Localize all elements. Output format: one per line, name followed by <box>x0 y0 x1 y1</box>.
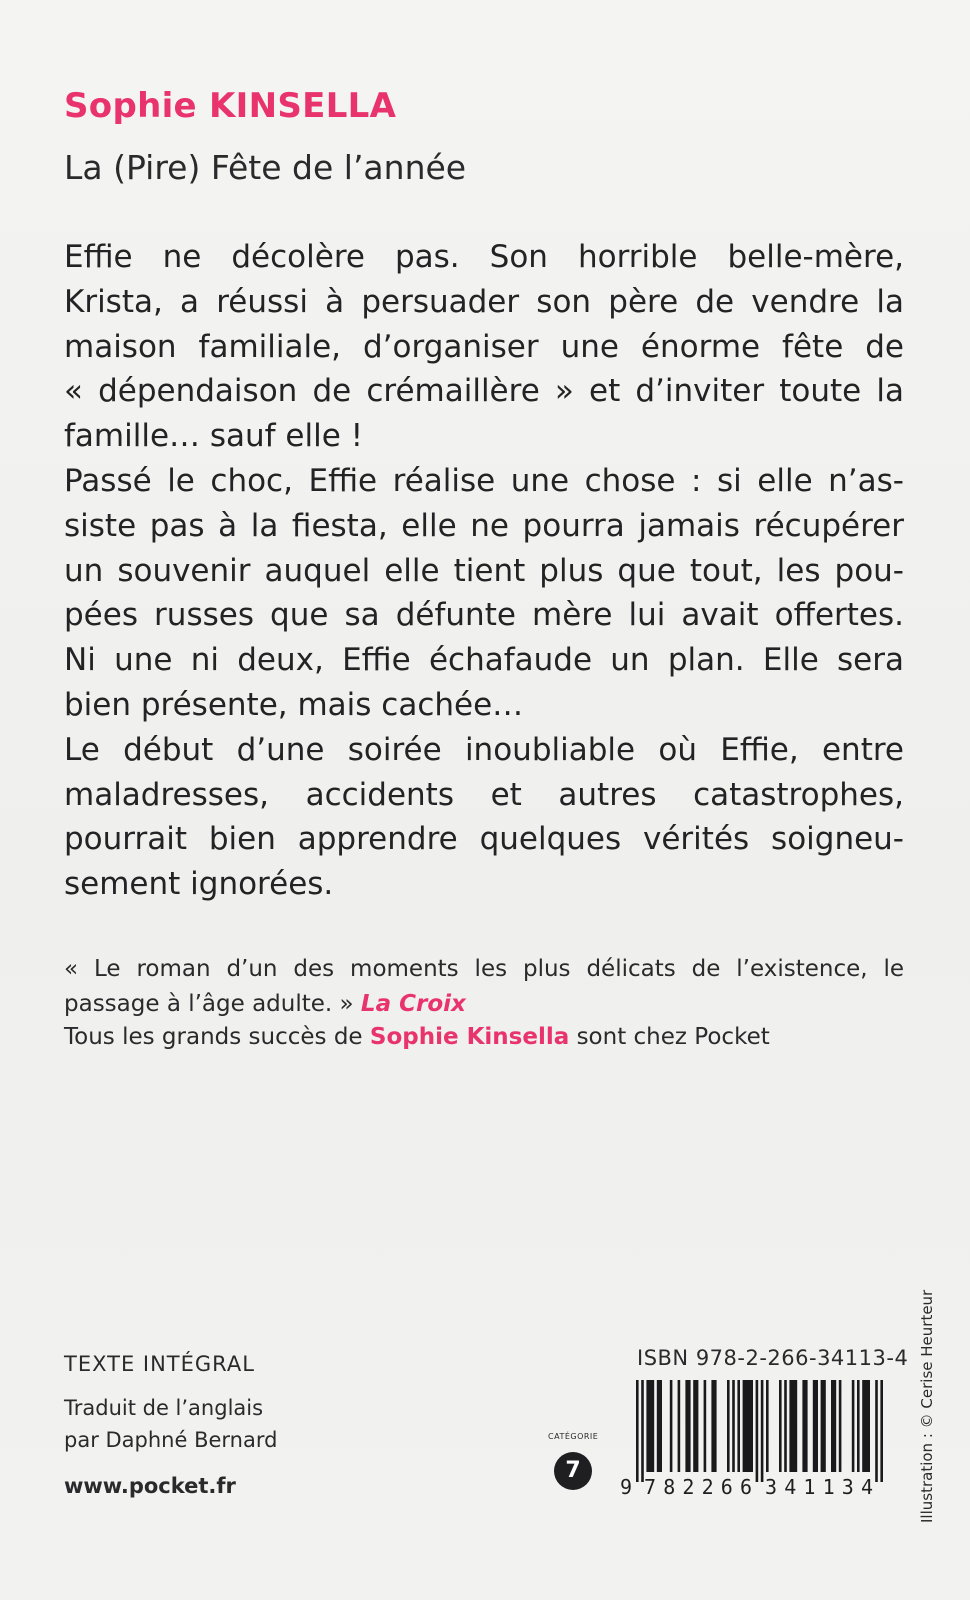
barcode-bars <box>636 1380 883 1482</box>
blurb-line: sement ignorées. <box>64 866 334 903</box>
barcode-bar <box>789 1380 797 1472</box>
blurb-line: pourrait bien apprendre quelques vérités soigneu- <box>64 821 904 858</box>
blurb-line: Passé le choc, Effie réalise une chose : si elle n’as- <box>64 462 904 499</box>
barcode-bar <box>693 1380 698 1472</box>
texte-integral-label: TEXTE INTÉGRAL <box>64 1352 255 1376</box>
barcode-bar <box>636 1380 639 1482</box>
quote-line-last <box>64 987 904 1022</box>
blurb-line: « dépendaison de crémaillère » et d’inviter toute la <box>64 373 904 410</box>
barcode-bar <box>704 1380 707 1472</box>
barcode-bar <box>737 1380 740 1472</box>
barcode-bar <box>756 1380 759 1482</box>
barcode-bar <box>727 1380 730 1472</box>
barcode-bar <box>784 1380 787 1472</box>
blurb-line: un souvenir auquel elle tient plus que tout, les pou- <box>64 552 904 589</box>
category-label: CATÉGORIE <box>548 1432 599 1441</box>
blurb-line: maison familiale, d’organiser une énorme fête de <box>64 328 904 365</box>
barcode-bar <box>670 1380 673 1472</box>
blurb-line: Effie ne décolère pas. Son horrible belle-mère, <box>64 239 904 275</box>
quote-line: « Le roman d’un des moments les plus délicats de l’existence, le <box>64 956 904 982</box>
barcode-bar <box>646 1380 654 1472</box>
barcode-bar <box>732 1380 735 1472</box>
barcode-bar <box>743 1380 753 1472</box>
barcode-bar <box>678 1380 681 1472</box>
author-name: Sophie KINSELLA <box>64 86 397 126</box>
barcode-bar <box>821 1380 826 1472</box>
barcode-bar <box>802 1380 807 1472</box>
barcode-bar <box>711 1380 716 1472</box>
barcode-first-digit: 9 <box>619 1475 633 1498</box>
barcode-bar <box>685 1380 690 1472</box>
barcode-bar <box>839 1380 842 1472</box>
barcode-bar <box>779 1380 782 1472</box>
category-badge: 7 <box>554 1452 592 1490</box>
barcode-bar <box>761 1380 764 1482</box>
press-quote <box>64 952 904 1022</box>
barcode-bar <box>641 1380 644 1482</box>
isbn-label: ISBN 978-2-266-34113-4 <box>637 1346 909 1370</box>
quote-text: passage à l’âge adulte. » <box>64 991 354 1017</box>
promo-author: Sophie Kinsella <box>369 1024 570 1050</box>
barcode-left-group: 782266 <box>644 1475 752 1498</box>
barcode-bar <box>766 1380 769 1472</box>
blurb-line: famille… sauf elle ! <box>64 418 364 455</box>
promo-suffix: sont chez Pocket <box>576 1024 770 1050</box>
blurb-line: maladresses, accidents et autres catastrophes, <box>64 776 904 813</box>
barcode <box>618 1378 893 1498</box>
barcode-bar <box>813 1380 818 1472</box>
barcode-bar <box>852 1380 855 1472</box>
illustration-credit: Illustration : © Cerise Heurteur <box>918 1289 936 1523</box>
blurb-line: Ni une ni deux, Effie échafaude un plan. Elle sera <box>64 642 904 679</box>
barcode-right-group: 341134 <box>765 1475 873 1498</box>
quote-source: La Croix <box>360 991 466 1017</box>
blurb-line: bien présente, mais cachée… <box>64 686 524 723</box>
blurb-line: siste pas à la fiesta, elle ne pourra jamais récupérer <box>64 507 904 544</box>
barcode-bar <box>880 1380 883 1482</box>
blurb <box>64 235 904 907</box>
barcode-bar <box>857 1380 860 1472</box>
barcode-bar <box>831 1380 836 1472</box>
barcode-bar <box>875 1380 878 1482</box>
website-link[interactable]: www.pocket.fr <box>64 1474 236 1498</box>
promo-line <box>64 1024 770 1050</box>
barcode-bar <box>657 1380 662 1472</box>
translator-credit <box>64 1392 277 1456</box>
blurb-line: Krista, a réussi à persuader son père de vendre la <box>64 283 904 320</box>
blurb-line: Le début d’une soirée inoubliable où Effie, entre <box>64 731 904 768</box>
book-title: La (Pire) Fête de l’année <box>64 148 467 187</box>
blurb-line: pées russes que sa défunte mère lui avait offertes. <box>64 597 904 634</box>
translator-line: Traduit de l’anglais <box>64 1396 264 1420</box>
barcode-bar <box>862 1380 870 1472</box>
promo-prefix: Tous les grands succès de <box>64 1024 363 1050</box>
translator-line: par Daphné Bernard <box>64 1428 278 1452</box>
